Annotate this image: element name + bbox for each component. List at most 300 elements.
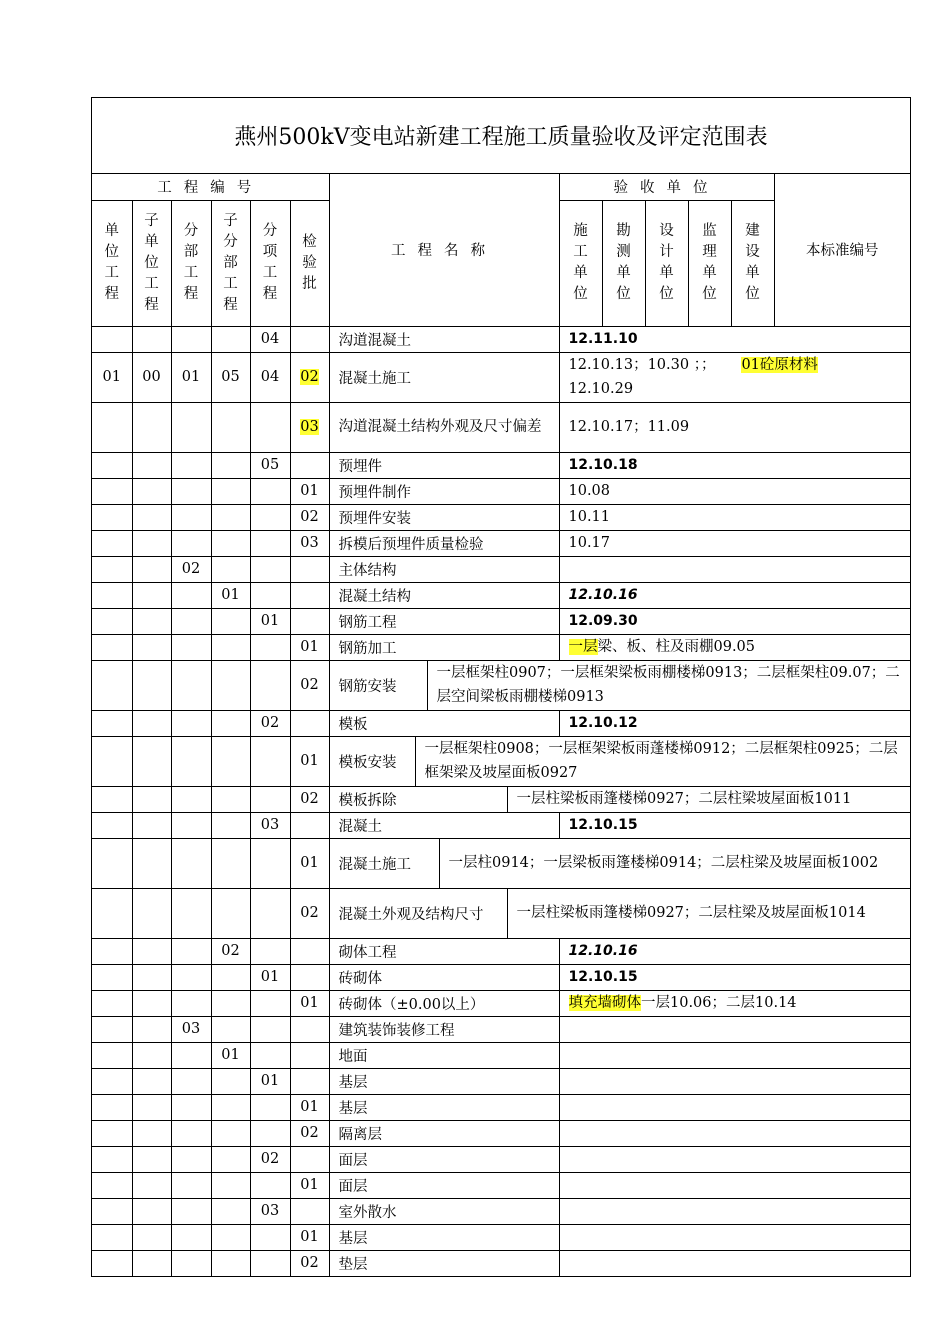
code-cell-c5 bbox=[250, 786, 290, 812]
code-cell-c2 bbox=[132, 1094, 171, 1120]
code-cell-c5: 04 bbox=[250, 352, 290, 402]
code-cell-c1 bbox=[92, 1198, 132, 1224]
code-cell-c1 bbox=[92, 326, 132, 352]
table-row bbox=[92, 1094, 910, 1120]
code-cell-c4 bbox=[211, 634, 250, 660]
code-cell-c4 bbox=[211, 556, 250, 582]
project-name: 建筑装饰装修工程 bbox=[329, 1016, 559, 1042]
header-code-col: 分 项 工 程 bbox=[250, 200, 290, 326]
accept-record: 12.11.10 bbox=[559, 326, 910, 352]
code-cell-c4 bbox=[211, 812, 250, 838]
code-cell-c5 bbox=[250, 736, 290, 786]
code-cell-c6: 01 bbox=[290, 838, 329, 888]
project-name: 基层 bbox=[329, 1224, 559, 1250]
code-cell-c1 bbox=[92, 736, 132, 786]
code-cell-c4 bbox=[211, 990, 250, 1016]
code-cell-c3 bbox=[171, 530, 211, 556]
table-row bbox=[92, 938, 910, 964]
code-cell-c6: 02 bbox=[290, 660, 329, 710]
code-cell-c1 bbox=[92, 1068, 132, 1094]
code-cell-c1 bbox=[92, 812, 132, 838]
table-row bbox=[92, 660, 910, 710]
code-cell-c1 bbox=[92, 1094, 132, 1120]
code-cell-c6 bbox=[290, 582, 329, 608]
table-row bbox=[92, 1120, 910, 1146]
code-cell-c6: 02 bbox=[290, 352, 329, 402]
acceptance-scope-table bbox=[91, 97, 911, 1277]
code-cell-c6: 02 bbox=[290, 786, 329, 812]
code-cell-c4 bbox=[211, 838, 250, 888]
code-cell-c3 bbox=[171, 938, 211, 964]
accept-record bbox=[559, 1224, 910, 1250]
accept-record bbox=[559, 1094, 910, 1120]
project-name: 模板拆除 bbox=[330, 787, 508, 812]
code-cell-c6: 02 bbox=[290, 1120, 329, 1146]
code-cell-c1 bbox=[92, 1016, 132, 1042]
code-cell-c5 bbox=[250, 1224, 290, 1250]
code-cell-c2 bbox=[132, 634, 171, 660]
code-cell-c3 bbox=[171, 582, 211, 608]
code-cell-c2 bbox=[132, 1068, 171, 1094]
accept-record: 12.10.17；11.09 bbox=[559, 402, 910, 452]
table-row bbox=[92, 1198, 910, 1224]
code-cell-c3 bbox=[171, 838, 211, 888]
name-accept-merged bbox=[329, 736, 910, 786]
code-cell-c3 bbox=[171, 786, 211, 812]
accept-record bbox=[559, 1016, 910, 1042]
table-row bbox=[92, 1042, 910, 1068]
header-accept-group: 验收单位 bbox=[559, 174, 774, 200]
code-cell-c3 bbox=[171, 326, 211, 352]
code-cell-c1 bbox=[92, 990, 132, 1016]
table-row bbox=[92, 402, 910, 452]
code-cell-c3 bbox=[171, 1042, 211, 1068]
accept-record: 12.10.18 bbox=[559, 452, 910, 478]
code-cell-c6 bbox=[290, 556, 329, 582]
code-cell-c1 bbox=[92, 1120, 132, 1146]
accept-record: 10.17 bbox=[559, 530, 910, 556]
header-accept-col: 监 理 单 位 bbox=[688, 200, 731, 326]
code-cell-c2 bbox=[132, 402, 171, 452]
project-name: 混凝土施工 bbox=[329, 352, 559, 402]
code-cell-c4 bbox=[211, 504, 250, 530]
code-cell-c2 bbox=[132, 1224, 171, 1250]
highlight-note: 01砼原材料 bbox=[741, 357, 818, 373]
document-title: 燕州500kV变电站新建工程施工质量验收及评定范围表 bbox=[92, 98, 910, 174]
scope-table bbox=[92, 174, 910, 1276]
table-row bbox=[92, 710, 910, 736]
accept-record bbox=[559, 1146, 910, 1172]
table-row bbox=[92, 452, 910, 478]
header-accept-col: 勘 测 单 位 bbox=[602, 200, 645, 326]
accept-record: 10.11 bbox=[559, 504, 910, 530]
table-row bbox=[92, 888, 910, 938]
code-cell-c1 bbox=[92, 608, 132, 634]
code-cell-c4 bbox=[211, 608, 250, 634]
code-cell-c2 bbox=[132, 938, 171, 964]
code-cell-c6: 01 bbox=[290, 1224, 329, 1250]
code-cell-c2 bbox=[132, 786, 171, 812]
code-cell-c1 bbox=[92, 838, 132, 888]
code-cell-c6 bbox=[290, 710, 329, 736]
table-row bbox=[92, 326, 910, 352]
code-cell-c2 bbox=[132, 1120, 171, 1146]
code-cell-c2 bbox=[132, 736, 171, 786]
accept-record: 12.10.16 bbox=[559, 938, 910, 964]
header-code-col: 检 验 批 bbox=[290, 200, 329, 326]
code-cell-c3 bbox=[171, 964, 211, 990]
code-cell-c3 bbox=[171, 1094, 211, 1120]
code-cell-c2 bbox=[132, 964, 171, 990]
code-cell-c1 bbox=[92, 1250, 132, 1276]
code-cell-c4 bbox=[211, 736, 250, 786]
name-accept-merged bbox=[329, 786, 910, 812]
code-cell-c6: 01 bbox=[290, 736, 329, 786]
project-name: 砖砌体 bbox=[329, 964, 559, 990]
table-row bbox=[92, 964, 910, 990]
code-cell-c6 bbox=[290, 1198, 329, 1224]
code-cell-c5: 01 bbox=[250, 964, 290, 990]
code-cell-c2 bbox=[132, 582, 171, 608]
code-cell-c6: 01 bbox=[290, 1172, 329, 1198]
code-cell-c6 bbox=[290, 812, 329, 838]
code-cell-c3 bbox=[171, 660, 211, 710]
project-name: 模板安装 bbox=[330, 737, 416, 786]
project-name: 面层 bbox=[329, 1146, 559, 1172]
code-cell-c2 bbox=[132, 530, 171, 556]
code-cell-c1 bbox=[92, 1224, 132, 1250]
project-name: 预埋件制作 bbox=[329, 478, 559, 504]
code-cell-c3 bbox=[171, 504, 211, 530]
code-cell-c3 bbox=[171, 1068, 211, 1094]
name-accept-merged bbox=[329, 838, 910, 888]
code-cell-c2 bbox=[132, 478, 171, 504]
code-cell-c1 bbox=[92, 888, 132, 938]
code-cell-c5 bbox=[250, 504, 290, 530]
table-row bbox=[92, 1250, 910, 1276]
code-cell-c4 bbox=[211, 1094, 250, 1120]
code-cell-c6: 01 bbox=[290, 990, 329, 1016]
code-cell-c4: 05 bbox=[211, 352, 250, 402]
table-row bbox=[92, 530, 910, 556]
code-cell-c6: 03 bbox=[290, 402, 329, 452]
project-name: 预埋件安装 bbox=[329, 504, 559, 530]
code-cell-c1 bbox=[92, 530, 132, 556]
table-row bbox=[92, 582, 910, 608]
accept-record: 12.10.16 bbox=[559, 582, 910, 608]
code-cell-c3 bbox=[171, 710, 211, 736]
code-cell-c3 bbox=[171, 608, 211, 634]
table-row bbox=[92, 736, 910, 786]
code-cell-c5 bbox=[250, 660, 290, 710]
code-cell-c1 bbox=[92, 660, 132, 710]
project-name: 砌体工程 bbox=[329, 938, 559, 964]
accept-record bbox=[559, 1198, 910, 1224]
project-name: 混凝土 bbox=[329, 812, 559, 838]
accept-record bbox=[559, 556, 910, 582]
code-cell-c6: 01 bbox=[290, 478, 329, 504]
project-name: 模板 bbox=[329, 710, 559, 736]
name-accept-merged bbox=[329, 660, 910, 710]
code-cell-c5 bbox=[250, 888, 290, 938]
code-cell-c3 bbox=[171, 1198, 211, 1224]
project-name: 混凝土外观及结构尺寸 bbox=[330, 889, 508, 938]
table-row bbox=[92, 634, 910, 660]
accept-record bbox=[559, 1120, 910, 1146]
code-cell-c4 bbox=[211, 964, 250, 990]
code-cell-c6: 02 bbox=[290, 888, 329, 938]
code-cell-c2 bbox=[132, 1042, 171, 1068]
code-cell-c6: 01 bbox=[290, 634, 329, 660]
header-code-col: 子 单 位 工 程 bbox=[132, 200, 171, 326]
table-row bbox=[92, 556, 910, 582]
code-cell-c6: 03 bbox=[290, 530, 329, 556]
accept-record: 一层柱0914；一层梁板雨篷楼梯0914；二层柱梁及坡屋面板1002 bbox=[448, 855, 879, 871]
header-accept-col: 设 计 单 位 bbox=[645, 200, 688, 326]
code-cell-c4 bbox=[211, 1068, 250, 1094]
code-cell-c4 bbox=[211, 1120, 250, 1146]
code-cell-c1 bbox=[92, 582, 132, 608]
code-cell-c6 bbox=[290, 452, 329, 478]
code-cell-c2 bbox=[132, 710, 171, 736]
accept-record: 一层梁、板、柱及雨棚09.05 bbox=[559, 634, 910, 660]
header-code-col: 单 位 工 程 bbox=[92, 200, 132, 326]
project-name: 沟道混凝土 bbox=[329, 326, 559, 352]
code-cell-c5: 03 bbox=[250, 1198, 290, 1224]
accept-record bbox=[559, 1172, 910, 1198]
code-cell-c5 bbox=[250, 582, 290, 608]
code-cell-c5: 05 bbox=[250, 452, 290, 478]
code-cell-c2 bbox=[132, 660, 171, 710]
accept-record: 一层柱梁板雨篷楼梯0927；二层柱梁坡屋面板1011 bbox=[516, 791, 852, 807]
project-name: 混凝土结构 bbox=[329, 582, 559, 608]
code-cell-c1 bbox=[92, 504, 132, 530]
code-cell-c4 bbox=[211, 478, 250, 504]
code-cell-c4: 01 bbox=[211, 582, 250, 608]
code-cell-c5 bbox=[250, 402, 290, 452]
code-cell-c5 bbox=[250, 1172, 290, 1198]
code-cell-c3 bbox=[171, 812, 211, 838]
project-name: 钢筋工程 bbox=[329, 608, 559, 634]
code-cell-c4 bbox=[211, 452, 250, 478]
code-cell-c3 bbox=[171, 736, 211, 786]
accept-record: 一层柱梁板雨篷楼梯0927；二层柱梁及坡屋面板1014 bbox=[516, 905, 866, 921]
code-cell-c4 bbox=[211, 888, 250, 938]
code-cell-c4 bbox=[211, 1016, 250, 1042]
code-cell-c5 bbox=[250, 478, 290, 504]
accept-record: 12.10.13；10.30 ；； 01砼原材料 12.10.29 bbox=[559, 352, 910, 402]
code-cell-c5 bbox=[250, 556, 290, 582]
code-cell-c5: 01 bbox=[250, 608, 290, 634]
code-cell-c3 bbox=[171, 402, 211, 452]
accept-record bbox=[559, 1068, 910, 1094]
code-cell-c5 bbox=[250, 634, 290, 660]
table-row bbox=[92, 504, 910, 530]
code-cell-c6: 02 bbox=[290, 504, 329, 530]
accept-record: 填充墙砌体一层10.06；二层10.14 bbox=[559, 990, 910, 1016]
project-name: 钢筋加工 bbox=[329, 634, 559, 660]
code-cell-c5 bbox=[250, 1094, 290, 1120]
code-cell-c1 bbox=[92, 634, 132, 660]
project-name: 砖砌体（±0.00以上） bbox=[329, 990, 559, 1016]
table-row bbox=[92, 1016, 910, 1042]
code-cell-c2 bbox=[132, 1250, 171, 1276]
code-cell-c4: 01 bbox=[211, 1042, 250, 1068]
code-cell-c4 bbox=[211, 660, 250, 710]
header-accept-col: 施 工 单 位 bbox=[559, 200, 602, 326]
project-name: 隔离层 bbox=[329, 1120, 559, 1146]
accept-record: 一层框架柱0907；一层框架梁板雨棚楼梯0913；二层框架柱09.07；二层空间梁板雨棚楼梯0913 bbox=[436, 665, 900, 705]
code-cell-c3: 03 bbox=[171, 1016, 211, 1042]
code-cell-c1: 01 bbox=[92, 352, 132, 402]
code-cell-c2 bbox=[132, 326, 171, 352]
accept-record: 12.10.15 bbox=[559, 964, 910, 990]
code-cell-c4 bbox=[211, 1172, 250, 1198]
highlight-note: 一层 bbox=[568, 639, 598, 655]
code-cell-c2 bbox=[132, 1172, 171, 1198]
code-cell-c3: 02 bbox=[171, 556, 211, 582]
code-cell-c4 bbox=[211, 402, 250, 452]
code-cell-c3 bbox=[171, 1120, 211, 1146]
code-cell-c5: 02 bbox=[250, 710, 290, 736]
code-cell-c5 bbox=[250, 1250, 290, 1276]
project-name: 主体结构 bbox=[329, 556, 559, 582]
project-name: 垫层 bbox=[329, 1250, 559, 1276]
code-cell-c5: 04 bbox=[250, 326, 290, 352]
code-cell-c4 bbox=[211, 710, 250, 736]
project-name: 沟道混凝土结构外观及尺寸偏差 bbox=[329, 402, 559, 452]
code-cell-c1 bbox=[92, 402, 132, 452]
code-cell-c6 bbox=[290, 326, 329, 352]
code-cell-c1 bbox=[92, 478, 132, 504]
code-cell-c1 bbox=[92, 1042, 132, 1068]
code-cell-c4 bbox=[211, 1198, 250, 1224]
accept-record: 12.09.30 bbox=[559, 608, 910, 634]
code-cell-c1 bbox=[92, 452, 132, 478]
project-name: 基层 bbox=[329, 1094, 559, 1120]
accept-record: 12.10.15 bbox=[559, 812, 910, 838]
header-standard-no: 本标准编号 bbox=[774, 174, 910, 326]
code-cell-c6 bbox=[290, 608, 329, 634]
code-cell-c2: 00 bbox=[132, 352, 171, 402]
project-name: 混凝土施工 bbox=[330, 839, 440, 888]
code-cell-c1 bbox=[92, 786, 132, 812]
table-row bbox=[92, 838, 910, 888]
code-cell-c4 bbox=[211, 326, 250, 352]
code-cell-c5 bbox=[250, 1042, 290, 1068]
code-cell-c6 bbox=[290, 1068, 329, 1094]
code-cell-c3 bbox=[171, 1146, 211, 1172]
table-row bbox=[92, 1172, 910, 1198]
code-cell-c2 bbox=[132, 1146, 171, 1172]
header-accept-col: 建 设 单 位 bbox=[731, 200, 774, 326]
code-cell-c5 bbox=[250, 1120, 290, 1146]
table-row bbox=[92, 1068, 910, 1094]
project-name: 面层 bbox=[329, 1172, 559, 1198]
code-cell-c5 bbox=[250, 990, 290, 1016]
header-code-col: 分 部 工 程 bbox=[171, 200, 211, 326]
table-row bbox=[92, 1224, 910, 1250]
code-cell-c1 bbox=[92, 556, 132, 582]
code-cell-c4 bbox=[211, 530, 250, 556]
code-cell-c1 bbox=[92, 1172, 132, 1198]
project-name: 基层 bbox=[329, 1068, 559, 1094]
code-cell-c2 bbox=[132, 990, 171, 1016]
code-cell-c4 bbox=[211, 786, 250, 812]
project-name: 拆模后预埋件质量检验 bbox=[329, 530, 559, 556]
code-cell-c3 bbox=[171, 1172, 211, 1198]
code-cell-c2 bbox=[132, 504, 171, 530]
table-row bbox=[92, 478, 910, 504]
code-cell-c3 bbox=[171, 478, 211, 504]
code-cell-c6: 01 bbox=[290, 1094, 329, 1120]
project-name: 地面 bbox=[329, 1042, 559, 1068]
project-name: 预埋件 bbox=[329, 452, 559, 478]
code-cell-c3 bbox=[171, 634, 211, 660]
code-cell-c5: 02 bbox=[250, 1146, 290, 1172]
header-code-col: 子 分 部 工 程 bbox=[211, 200, 250, 326]
accept-record bbox=[559, 1042, 910, 1068]
code-cell-c3 bbox=[171, 990, 211, 1016]
code-cell-c5 bbox=[250, 938, 290, 964]
accept-record: 12.10.12 bbox=[559, 710, 910, 736]
code-cell-c1 bbox=[92, 1146, 132, 1172]
code-cell-c4 bbox=[211, 1250, 250, 1276]
code-cell-c3 bbox=[171, 888, 211, 938]
code-cell-c6: 02 bbox=[290, 1250, 329, 1276]
name-accept-merged bbox=[329, 888, 910, 938]
code-cell-c3: 01 bbox=[171, 352, 211, 402]
table-row bbox=[92, 990, 910, 1016]
code-cell-c4 bbox=[211, 1146, 250, 1172]
code-cell-c6 bbox=[290, 1016, 329, 1042]
code-cell-c3 bbox=[171, 1250, 211, 1276]
code-cell-c6 bbox=[290, 938, 329, 964]
table-row bbox=[92, 812, 910, 838]
code-cell-c2 bbox=[132, 1198, 171, 1224]
code-cell-c5: 03 bbox=[250, 812, 290, 838]
accept-record: 一层框架柱0908；一层框架梁板雨蓬楼梯0912；二层框架柱0925；二层框架梁及坡屋面板0927 bbox=[424, 741, 898, 781]
table-row bbox=[92, 1146, 910, 1172]
code-cell-c3 bbox=[171, 1224, 211, 1250]
code-cell-c2 bbox=[132, 1016, 171, 1042]
header-code-group: 工程编号 bbox=[92, 174, 329, 200]
code-cell-c5 bbox=[250, 530, 290, 556]
code-cell-c5 bbox=[250, 1016, 290, 1042]
code-cell-c2 bbox=[132, 608, 171, 634]
project-name: 室外散水 bbox=[329, 1198, 559, 1224]
code-cell-c4: 02 bbox=[211, 938, 250, 964]
table-row bbox=[92, 608, 910, 634]
code-cell-c6 bbox=[290, 964, 329, 990]
code-cell-c4 bbox=[211, 1224, 250, 1250]
code-cell-c5 bbox=[250, 838, 290, 888]
code-cell-c2 bbox=[132, 452, 171, 478]
code-cell-c2 bbox=[132, 838, 171, 888]
code-cell-c2 bbox=[132, 556, 171, 582]
code-cell-c1 bbox=[92, 964, 132, 990]
highlight-note: 填充墙砌体 bbox=[568, 995, 641, 1011]
table-row bbox=[92, 352, 910, 402]
code-cell-c1 bbox=[92, 710, 132, 736]
code-cell-c2 bbox=[132, 888, 171, 938]
code-cell-c3 bbox=[171, 452, 211, 478]
project-name: 钢筋安装 bbox=[330, 661, 428, 710]
code-cell-c2 bbox=[132, 812, 171, 838]
code-cell-c6 bbox=[290, 1146, 329, 1172]
header-project-name: 工程名称 bbox=[329, 174, 559, 326]
code-cell-c1 bbox=[92, 938, 132, 964]
